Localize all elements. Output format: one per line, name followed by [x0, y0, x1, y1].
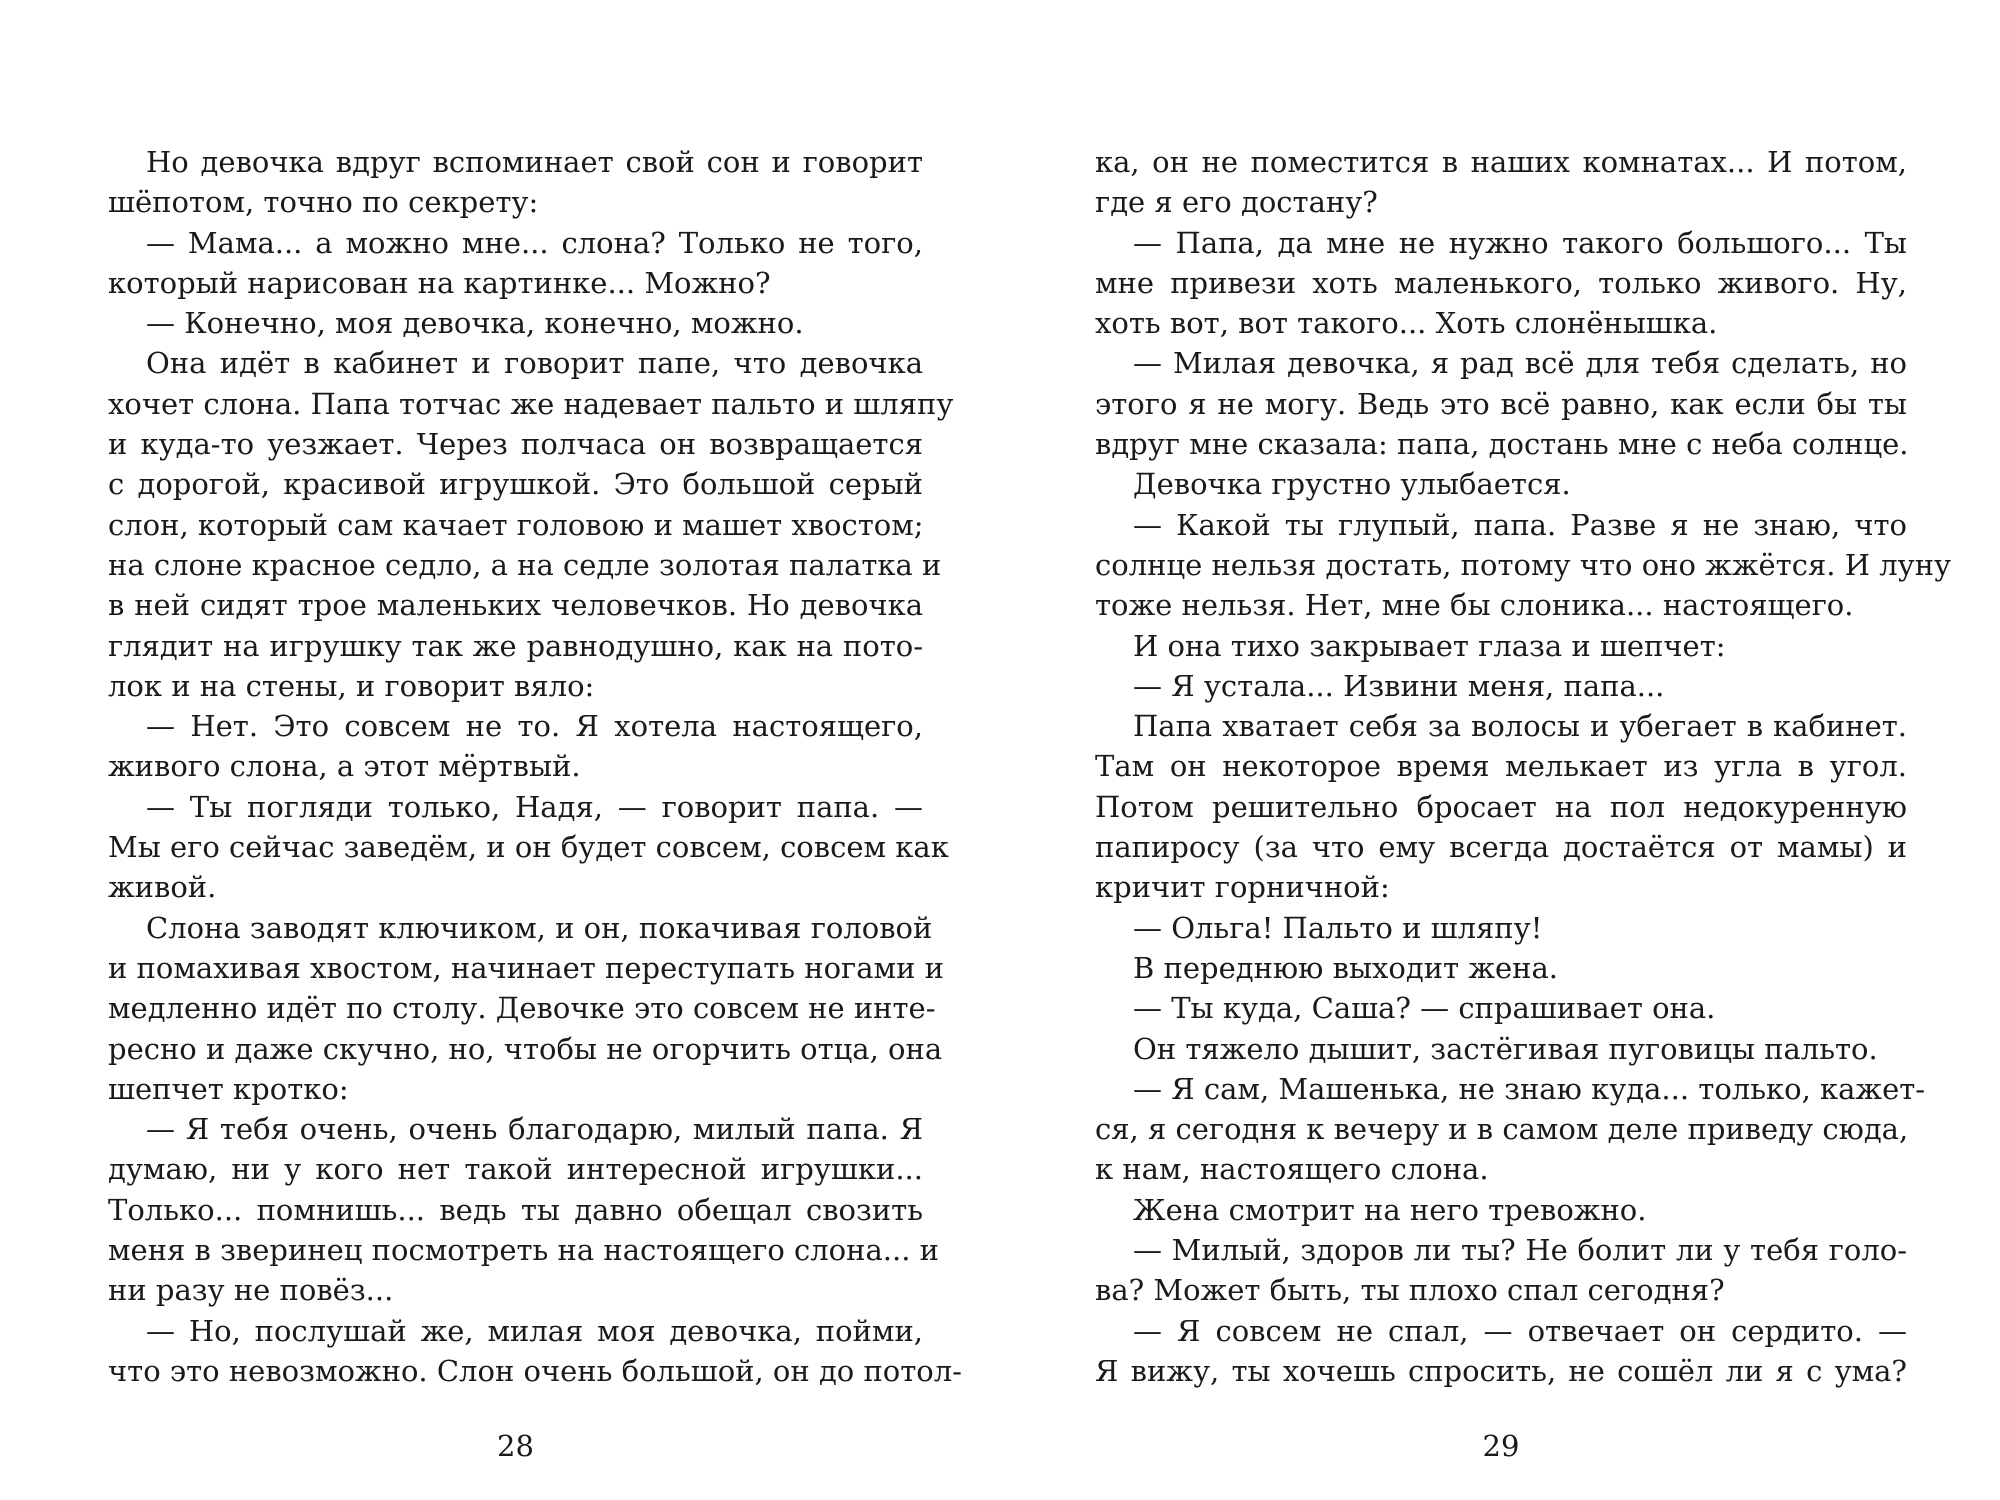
- text-line: в ней сидят трое маленьких человечков. Но девочка: [108, 588, 923, 623]
- text-line: живого слона, а этот мёртвый.: [108, 749, 581, 784]
- right-page-text: [1095, 142, 1952, 1391]
- text-line: — Но, послушай же, милая моя девочка, пойми,: [146, 1313, 923, 1348]
- text-line: ся, я сегодня к вечеру и в самом деле приведу сюда,: [1095, 1112, 1909, 1147]
- text-line: на слоне красное седло, а на седле золотая палатка и: [108, 547, 942, 582]
- left-page-text: [108, 142, 962, 1391]
- text-line: кричит горничной:: [1095, 870, 1390, 905]
- right-page-number: 29: [1482, 1429, 1520, 1463]
- text-line: этого я не могу. Ведь это всё равно, как если бы ты: [1095, 386, 1907, 421]
- text-line: ни разу не повёз...: [108, 1273, 394, 1308]
- text-line: — Нет. Это совсем не то. Я хотела настоящего,: [146, 709, 923, 744]
- left-page: [108, 0, 962, 1500]
- text-line: и куда-то уезжает. Через полчаса он возвращается: [108, 427, 923, 462]
- text-line: И она тихо закрывает глаза и шепчет:: [1133, 628, 1726, 663]
- text-line: думаю, ни у кого нет такой интересной игрушки...: [108, 1152, 923, 1187]
- text-line: Там он некоторое время мелькает из угла в угол.: [1095, 749, 1907, 784]
- text-line: — Я совсем не спал, — отвечает он сердито. —: [1133, 1313, 1907, 1348]
- text-line: — Я сам, Машенька, не знаю куда... только, кажет-: [1133, 1071, 1926, 1106]
- text-line: — Милая девочка, я рад всё для тебя сделать, но: [1133, 346, 1907, 381]
- text-line: — Я тебя очень, очень благодарю, милый папа. Я: [146, 1112, 923, 1147]
- text-line: лок и на стены, и говорит вяло:: [108, 668, 595, 703]
- text-line: — Какой ты глупый, папа. Разве я не знаю, что: [1133, 507, 1907, 542]
- text-line: Но девочка вдруг вспоминает свой сон и говорит: [146, 145, 923, 179]
- text-line: солнце нельзя достать, потому что оно жжётся. И луну: [1095, 547, 1952, 582]
- text-line: где я его достану?: [1095, 185, 1378, 220]
- text-line: мне привези хоть маленького, только живого. Ну,: [1095, 265, 1907, 300]
- text-line: — Мама... а можно мне... слона? Только не того,: [146, 225, 923, 260]
- text-line: меня в зверинец посмотреть на настоящего слона... и: [108, 1233, 939, 1268]
- text-line: и помахивая хвостом, начинает переступать ногами и: [108, 950, 944, 985]
- text-line: Жена смотрит на него тревожно.: [1133, 1192, 1647, 1227]
- text-line: папиросу (за что ему всегда достаётся от мамы) и: [1095, 830, 1907, 865]
- text-line: Папа хватает себя за волосы и убегает в кабинет.: [1133, 709, 1907, 744]
- text-line: — Ты куда, Саша? — спрашивает она.: [1133, 991, 1716, 1026]
- text-line: Она идёт в кабинет и говорит папе, что девочка: [146, 346, 923, 381]
- text-line: В переднюю выходит жена.: [1133, 950, 1558, 985]
- text-line: — Я устала... Извини меня, папа...: [1133, 668, 1665, 703]
- text-line: живой.: [108, 870, 217, 905]
- text-line: ва? Может быть, ты плохо спал сегодня?: [1095, 1273, 1725, 1308]
- text-line: что это невозможно. Слон очень большой, он до потол-: [108, 1353, 962, 1388]
- text-line: Я вижу, ты хочешь спросить, не сошёл ли я с ума?: [1095, 1353, 1907, 1388]
- text-line: хоть вот, вот такого... Хоть слонёнышка.: [1095, 306, 1718, 341]
- text-line: — Ты погляди только, Надя, — говорит папа. —: [146, 789, 923, 824]
- text-line: ресно и даже скучно, но, чтобы не огорчить отца, она: [108, 1031, 943, 1066]
- text-line: слон, который сам качает головою и машет хвостом;: [108, 507, 924, 542]
- text-line: к нам, настоящего слона.: [1095, 1152, 1489, 1187]
- right-page: [1095, 0, 1952, 1500]
- text-line: глядит на игрушку так же равнодушно, как на пото-: [108, 628, 923, 663]
- text-line: который нарисован на картинке... Можно?: [108, 265, 771, 300]
- text-line: Мы его сейчас заведём, и он будет совсем, совсем как: [108, 830, 949, 865]
- text-line: тоже нельзя. Нет, мне бы слоника... настоящего.: [1095, 588, 1854, 623]
- text-line: Слона заводят ключиком, и он, покачивая головой: [146, 910, 933, 945]
- text-line: с дорогой, красивой игрушкой. Это большой серый: [108, 467, 923, 502]
- text-line: вдруг мне сказала: папа, достань мне с неба солнце.: [1095, 427, 1909, 462]
- left-page-number: 28: [497, 1429, 534, 1463]
- text-line: шепчет кротко:: [108, 1071, 349, 1106]
- text-line: Он тяжело дышит, застёгивая пуговицы пальто.: [1133, 1031, 1878, 1066]
- text-line: — Папа, да мне не нужно такого большого... Ты: [1133, 225, 1907, 260]
- text-line: Девочка грустно улыбается.: [1133, 467, 1571, 502]
- text-line: — Милый, здоров ли ты? Не болит ли у тебя голо-: [1133, 1233, 1907, 1268]
- text-line: ка, он не поместится в наших комнатах... И потом,: [1095, 145, 1907, 179]
- text-line: Только... помнишь... ведь ты давно обещал свозить: [108, 1192, 923, 1227]
- text-line: Потом решительно бросает на пол недокуренную: [1095, 789, 1907, 824]
- text-line: — Ольга! Пальто и шляпу!: [1133, 910, 1543, 945]
- text-line: медленно идёт по столу. Девочке это совсем не инте-: [108, 991, 936, 1026]
- text-line: шёпотом, точно по секрету:: [108, 185, 539, 220]
- text-line: — Конечно, моя девочка, конечно, можно.: [146, 306, 804, 341]
- text-line: хочет слона. Папа тотчас же надевает пальто и шляпу: [108, 386, 954, 421]
